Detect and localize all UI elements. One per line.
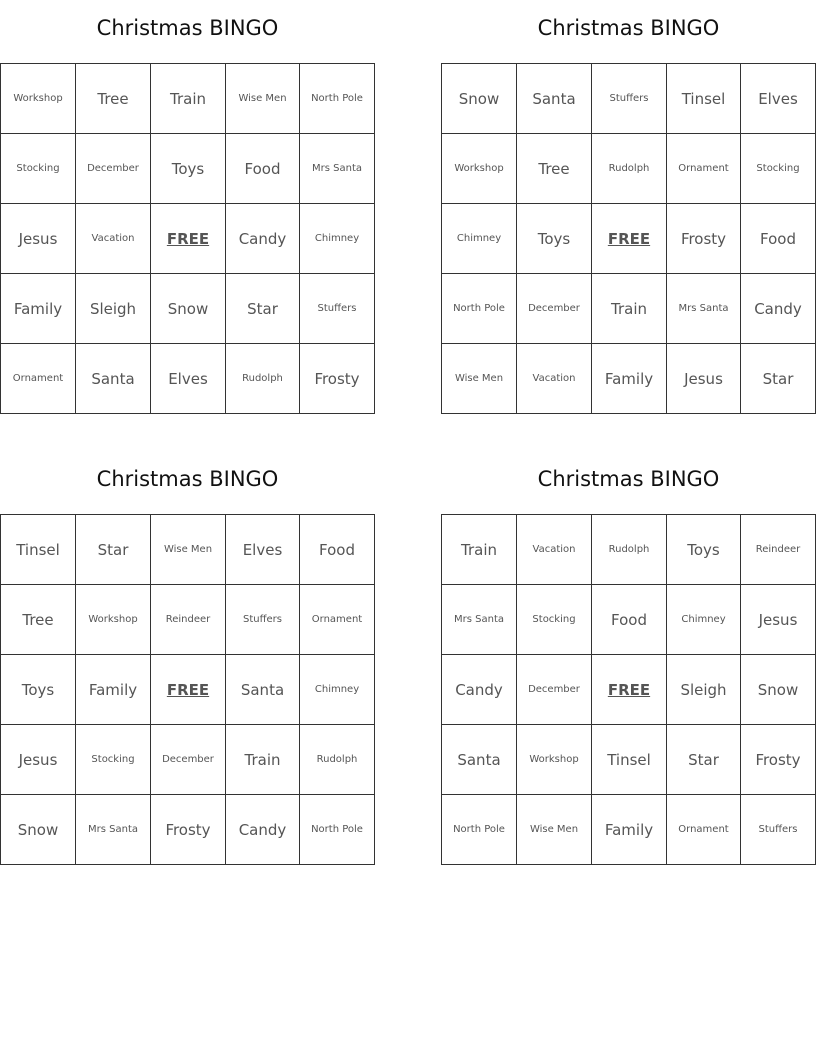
bingo-cell: Candy bbox=[226, 204, 300, 274]
free-space: FREE bbox=[592, 204, 667, 274]
bingo-cell: Reindeer bbox=[151, 585, 226, 655]
bingo-cell: December bbox=[151, 725, 226, 795]
card-title: Christmas BINGO bbox=[537, 16, 720, 40]
bingo-cell: Frosty bbox=[300, 344, 375, 414]
bingo-cell: Vacation bbox=[517, 344, 592, 414]
bingo-cell: Train bbox=[226, 725, 300, 795]
bingo-cell: Frosty bbox=[151, 795, 226, 865]
bingo-cell: Mrs Santa bbox=[667, 274, 741, 344]
card-title: Christmas BINGO bbox=[96, 467, 279, 491]
bingo-cell: Jesus bbox=[667, 344, 741, 414]
bingo-cell: Chimney bbox=[300, 204, 375, 274]
card-title: Christmas BINGO bbox=[96, 16, 279, 40]
bingo-cell: Wise Men bbox=[442, 344, 517, 414]
bingo-cell: Elves bbox=[151, 344, 226, 414]
bingo-cell: Ornament bbox=[667, 795, 741, 865]
bingo-cell: Jesus bbox=[1, 725, 76, 795]
bingo-cell: Stocking bbox=[517, 585, 592, 655]
bingo-cell: Food bbox=[300, 515, 375, 585]
bingo-cell: Tree bbox=[517, 134, 592, 204]
bingo-cell: North Pole bbox=[300, 64, 375, 134]
bingo-cell: Chimney bbox=[667, 585, 741, 655]
bingo-cell: North Pole bbox=[442, 795, 517, 865]
bingo-cell: Tree bbox=[1, 585, 76, 655]
bingo-cell: Star bbox=[741, 344, 816, 414]
bingo-cell: North Pole bbox=[442, 274, 517, 344]
bingo-cell: Snow bbox=[151, 274, 226, 344]
bingo-cell: Ornament bbox=[1, 344, 76, 414]
bingo-cell: Family bbox=[592, 344, 667, 414]
bingo-cell: Vacation bbox=[517, 515, 592, 585]
bingo-cell: Sleigh bbox=[667, 655, 741, 725]
bingo-cell: Food bbox=[226, 134, 300, 204]
card-title: Christmas BINGO bbox=[537, 467, 720, 491]
bingo-cell: Tree bbox=[76, 64, 151, 134]
bingo-grid bbox=[0, 63, 375, 414]
bingo-cell: Snow bbox=[741, 655, 816, 725]
bingo-cell: Vacation bbox=[76, 204, 151, 274]
bingo-cell: Jesus bbox=[1, 204, 76, 274]
bingo-cell: Star bbox=[226, 274, 300, 344]
bingo-cell: Elves bbox=[226, 515, 300, 585]
bingo-cell: Frosty bbox=[667, 204, 741, 274]
bingo-cell: Mrs Santa bbox=[76, 795, 151, 865]
free-space: FREE bbox=[592, 655, 667, 725]
bingo-cell: Snow bbox=[1, 795, 76, 865]
bingo-cell: Workshop bbox=[1, 64, 76, 134]
bingo-cell: Workshop bbox=[76, 585, 151, 655]
bingo-cell: Wise Men bbox=[517, 795, 592, 865]
bingo-cell: Food bbox=[592, 585, 667, 655]
bingo-cell: Train bbox=[592, 274, 667, 344]
bingo-cell: Candy bbox=[226, 795, 300, 865]
bingo-cell: Workshop bbox=[442, 134, 517, 204]
bingo-cell: Family bbox=[592, 795, 667, 865]
bingo-cell: Santa bbox=[517, 64, 592, 134]
bingo-cell: Toys bbox=[667, 515, 741, 585]
bingo-cell: Stocking bbox=[1, 134, 76, 204]
bingo-cell: Star bbox=[76, 515, 151, 585]
bingo-cell: Mrs Santa bbox=[442, 585, 517, 655]
bingo-cell: Stuffers bbox=[592, 64, 667, 134]
bingo-cell: Stuffers bbox=[741, 795, 816, 865]
bingo-cell: Elves bbox=[741, 64, 816, 134]
bingo-cell: Food bbox=[741, 204, 816, 274]
bingo-cell: Workshop bbox=[517, 725, 592, 795]
bingo-cell: Sleigh bbox=[76, 274, 151, 344]
bingo-grid bbox=[441, 514, 816, 865]
free-space: FREE bbox=[151, 204, 226, 274]
bingo-cell: Rudolph bbox=[300, 725, 375, 795]
bingo-cell: Toys bbox=[1, 655, 76, 725]
bingo-grid bbox=[441, 63, 816, 414]
bingo-cell: Tinsel bbox=[592, 725, 667, 795]
bingo-cell: Ornament bbox=[667, 134, 741, 204]
bingo-cell: Family bbox=[1, 274, 76, 344]
bingo-cell: Candy bbox=[442, 655, 517, 725]
bingo-cell: Tinsel bbox=[667, 64, 741, 134]
bingo-cell: Candy bbox=[741, 274, 816, 344]
bingo-cell: Family bbox=[76, 655, 151, 725]
bingo-cell: Stuffers bbox=[300, 274, 375, 344]
bingo-cell: Ornament bbox=[300, 585, 375, 655]
bingo-cell: December bbox=[517, 655, 592, 725]
bingo-cell: Frosty bbox=[741, 725, 816, 795]
bingo-cell: Santa bbox=[76, 344, 151, 414]
bingo-cell: Wise Men bbox=[226, 64, 300, 134]
bingo-cell: Wise Men bbox=[151, 515, 226, 585]
bingo-grid bbox=[0, 514, 375, 865]
bingo-cell: December bbox=[517, 274, 592, 344]
bingo-cell: Star bbox=[667, 725, 741, 795]
bingo-cell: Tinsel bbox=[1, 515, 76, 585]
bingo-cell: Stocking bbox=[741, 134, 816, 204]
bingo-cell: Reindeer bbox=[741, 515, 816, 585]
bingo-cell: Mrs Santa bbox=[300, 134, 375, 204]
bingo-cell: Santa bbox=[442, 725, 517, 795]
bingo-cell: Rudolph bbox=[226, 344, 300, 414]
bingo-cell: December bbox=[76, 134, 151, 204]
bingo-cell: Rudolph bbox=[592, 134, 667, 204]
bingo-cell: Jesus bbox=[741, 585, 816, 655]
bingo-cell: Santa bbox=[226, 655, 300, 725]
bingo-cell: Rudolph bbox=[592, 515, 667, 585]
bingo-cell: Toys bbox=[517, 204, 592, 274]
bingo-cell: Toys bbox=[151, 134, 226, 204]
bingo-cell: Train bbox=[442, 515, 517, 585]
bingo-cell: Snow bbox=[442, 64, 517, 134]
bingo-cell: Stocking bbox=[76, 725, 151, 795]
free-space: FREE bbox=[151, 655, 226, 725]
bingo-cell: Stuffers bbox=[226, 585, 300, 655]
bingo-cell: Train bbox=[151, 64, 226, 134]
bingo-cell: Chimney bbox=[300, 655, 375, 725]
bingo-cell: Chimney bbox=[442, 204, 517, 274]
bingo-cell: North Pole bbox=[300, 795, 375, 865]
